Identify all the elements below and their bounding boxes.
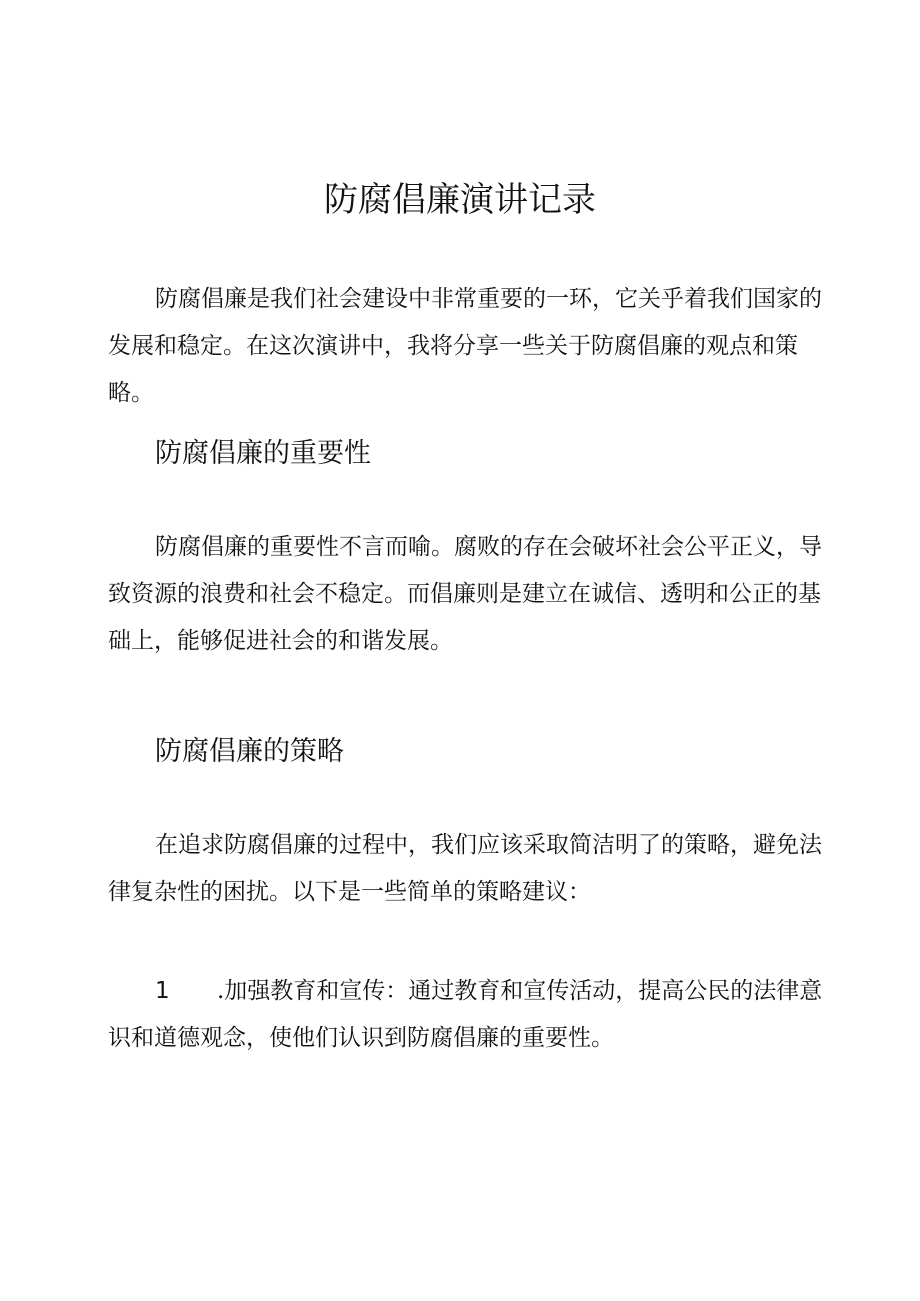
- section-heading-strategy: 防腐倡廉的策略: [155, 736, 344, 767]
- document-title: 防腐倡廉演讲记录: [324, 180, 596, 220]
- list-item: [108, 968, 828, 1062]
- section-paragraph-importance: 防腐倡廉的重要性不言而喻。腐败的存在会破坏社会公平正义，导致资源的浪费和社会不稳定。而倡廉则是建立在诚信、透明和公正的基础上，能够促进社会的和谐发展。: [108, 534, 822, 654]
- list-item-text: .加强教育和宣传：通过教育和宣传活动，提高公民的法律意识和道德观念，使他们认识到防腐倡廉的重要性。: [108, 978, 823, 1051]
- list-item-number: 1: [155, 978, 170, 1004]
- section-heading-importance: 防腐倡廉的重要性: [155, 438, 371, 469]
- section-paragraph-strategy: 在追求防腐倡廉的过程中，我们应该采取简洁明了的策略，避免法律复杂性的困扰。以下是一些简单的策略建议：: [108, 832, 822, 905]
- intro-paragraph: 防腐倡廉是我们社会建设中非常重要的一环，它关乎着我们国家的发展和稳定。在这次演讲中，我将分享一些关于防腐倡廉的观点和策略。: [108, 286, 822, 406]
